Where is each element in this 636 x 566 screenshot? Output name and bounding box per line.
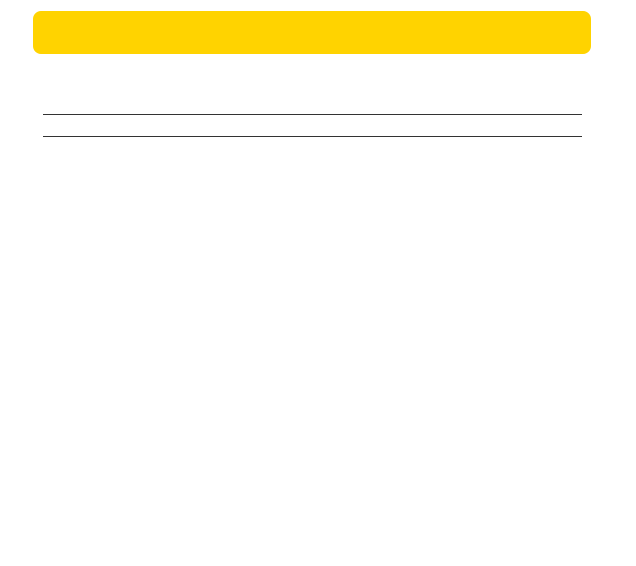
- section-banner: [33, 11, 591, 54]
- table-top-rule: [43, 114, 582, 115]
- year-header-row: [0, 122, 636, 134]
- header-rule: [43, 136, 582, 137]
